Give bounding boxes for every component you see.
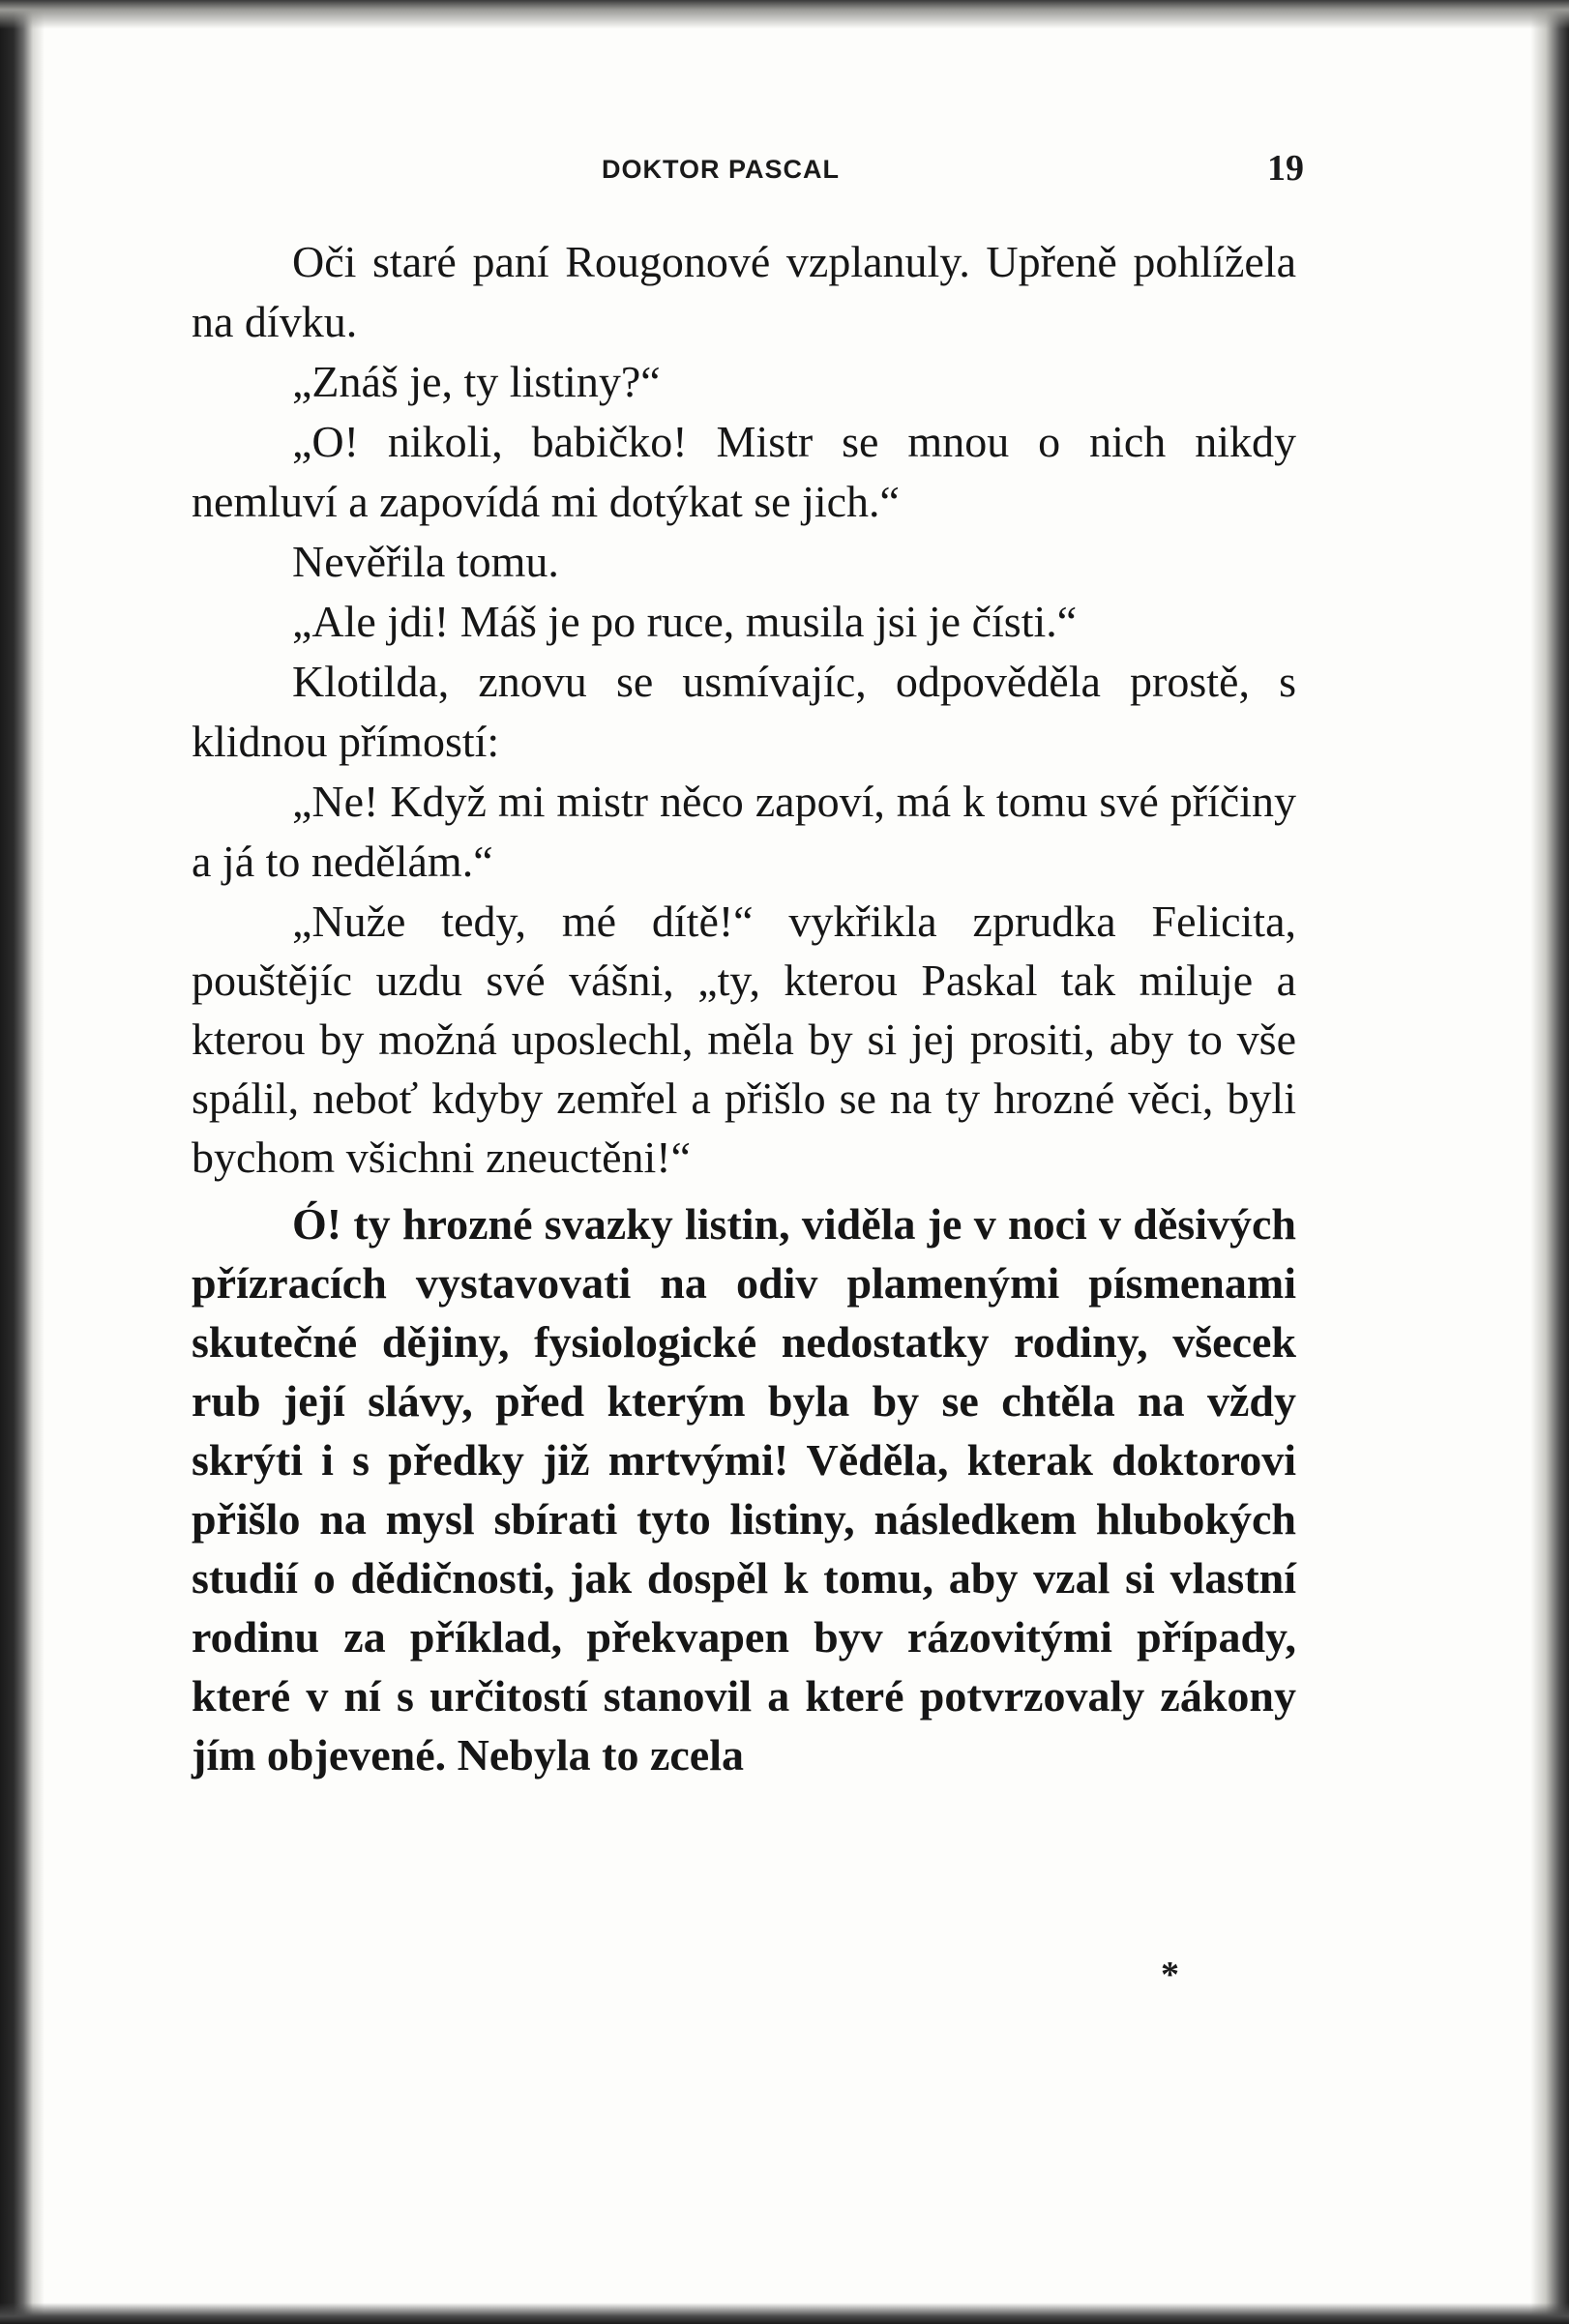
- paragraph-6: Klotilda, znovu se usmívajíc, odpověděla prostě, s klidnou přímostí:: [192, 657, 1296, 766]
- signature-mark: *: [1161, 1955, 1179, 1995]
- body-text: [192, 232, 1296, 1784]
- paragraph-3: „O! nikoli, babičko! Mistr se mnou o nich nikdy nemluví a zapovídá mi dotýkat se jich.“: [192, 417, 1296, 526]
- paragraph-5: „Ale jdi! Máš je po ruce, musila jsi je čísti.“: [292, 597, 1078, 646]
- scan-edge-right: [1530, 0, 1569, 2324]
- paragraph-9: Ó! ty hrozné svazky listin, viděla je v noci v děsivých přízracích vystavovati na odiv plamenými písmenami skutečné dějiny, fysiologické nedostatky rodiny, všecek rub její slávy, před kterým byla by se chtěla na vždy skrýti i s předky již mrtvými! Věděla, kterak doktorovi přišlo na mysl sbírati tyto listiny, následkem hlubokých studií o dědičnosti, jak dospěl k tomu, aby vzal si vlastní rodinu za příklad, překvapen byv rázovitými případy, které v ní s určitostí stanovil a které potvrzovaly zákony jím objevené. Nebyla to zcela: [192, 1199, 1296, 1780]
- scan-edge-bottom: [0, 2303, 1569, 2324]
- page-header: [193, 147, 1304, 195]
- scan-edge-left: [0, 0, 44, 2324]
- paragraph-8: „Nuže tedy, mé dítě!“ vykřikla zprudka Felicita, pouštějíc uzdu své vášni, „ty, kterou Paskal tak miluje a kterou by možná uposlechl, měla by si jej prositi, aby to vše spálil, neboť kdyby zemřel a přišlo se na ty hrozné věci, byli bychom všichni zneuctěni!“: [192, 897, 1296, 1182]
- scan-edge-top: [0, 0, 1569, 29]
- paragraph-7: „Ne! Když mi mistr něco zapoví, má k tomu své příčiny a já to nedělám.“: [192, 777, 1296, 886]
- paragraph-2: „Znáš je, ty listiny?“: [292, 357, 661, 406]
- paragraph-1: Oči staré paní Rougonové vzplanuly. Upřeně pohlížela na dívku.: [192, 237, 1296, 346]
- running-title: DOKTOR PASCAL: [602, 155, 841, 184]
- page-number: 19: [1267, 148, 1304, 189]
- paragraph-4: Nevěřila tomu.: [292, 537, 559, 586]
